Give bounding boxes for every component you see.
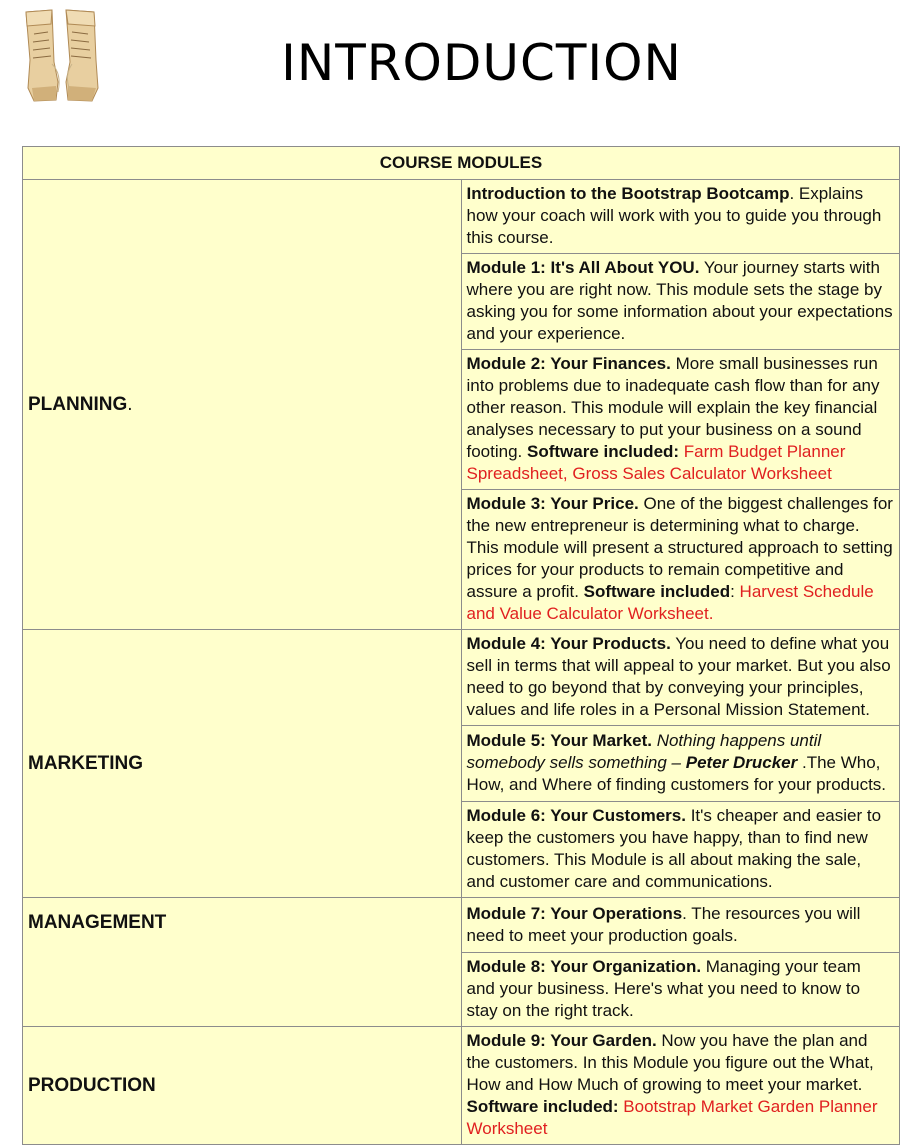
module-2 bbox=[461, 350, 900, 490]
module-title: Module 3: Your Price. bbox=[466, 494, 639, 513]
module-text: . Explains how your coach will work with you to guide you through this course. bbox=[466, 184, 882, 247]
module-text: One of the biggest challenges for the new entrepreneur is determining what to charge. This module will present a structured approach to setting prices for your products to remain competitive and assure a profit. bbox=[466, 494, 893, 601]
module-title: Module 4: Your Products. bbox=[466, 634, 671, 653]
module-title: Module 8: Your Organization. bbox=[466, 957, 702, 976]
software-list: Bootstrap Market Garden Planner Worksheet bbox=[466, 1097, 878, 1138]
module-title: Module 9: Your Garden. bbox=[466, 1031, 657, 1050]
module-title: Module 5: Your Market. bbox=[466, 731, 652, 750]
module-intro bbox=[461, 180, 900, 254]
software-label: Software included bbox=[583, 582, 731, 601]
page-title: INTRODUCTION bbox=[281, 34, 682, 92]
module-7 bbox=[461, 898, 900, 953]
section-label: PLANNING bbox=[28, 393, 128, 415]
quote-author: Peter Drucker bbox=[685, 753, 798, 772]
section-marketing bbox=[23, 630, 462, 898]
module-8 bbox=[461, 953, 900, 1027]
module-9 bbox=[461, 1027, 900, 1145]
module-4 bbox=[461, 630, 900, 726]
software-list: Harvest Schedule and Value Calculator Worksheet. bbox=[466, 582, 874, 623]
module-text: Your journey starts with where you are right now. This module sets the stage by asking you for some information about your expectations and your experience. bbox=[466, 258, 893, 343]
section-label-suffix: . bbox=[127, 393, 133, 415]
section-planning bbox=[23, 180, 462, 630]
section-label: MARKETING bbox=[28, 752, 144, 774]
software-label: Software included: bbox=[527, 442, 680, 461]
course-modules-table bbox=[22, 146, 900, 1145]
software-label: Software included: bbox=[466, 1097, 619, 1116]
module-title: Module 1: It's All About YOU. bbox=[466, 258, 700, 277]
module-6 bbox=[461, 802, 900, 898]
module-text: .The Who, How, and Where of finding customers for your products. bbox=[466, 753, 887, 794]
section-label: MANAGEMENT bbox=[28, 912, 167, 933]
module-text: Now you have the plan and the customers. In this Module you figure out the What, How and How Much of growing to meet your market. bbox=[466, 1031, 874, 1094]
software-list: Farm Budget Planner Spreadsheet, Gross Sales Calculator Worksheet bbox=[466, 442, 846, 483]
module-title: Introduction to the Bootstrap Bootcamp bbox=[466, 184, 790, 203]
section-label: PRODUCTION bbox=[28, 1074, 156, 1096]
module-title: Module 6: Your Customers. bbox=[466, 806, 686, 825]
module-quote: Nothing happens until somebody sells something – bbox=[466, 731, 822, 772]
module-text: It's cheaper and easier to keep the customers you have happy, than to find new customers. This Module is all about making the sale, and customer care and communications. bbox=[466, 806, 882, 891]
module-text: More small businesses run into problems due to inadequate cash flow than for any other reason. This module will explain the key financial analyses necessary to put your business on a sound footing. bbox=[466, 354, 880, 461]
module-5 bbox=[461, 726, 900, 802]
module-3 bbox=[461, 490, 900, 630]
section-production bbox=[23, 1027, 462, 1145]
module-text: Managing your team and your business. Here's what you need to know to stay on the right track. bbox=[466, 957, 861, 1020]
module-text: . The resources you will need to meet your production goals. bbox=[466, 903, 861, 945]
table-heading: COURSE MODULES bbox=[23, 147, 900, 180]
module-title: Module 7: Your Operations bbox=[466, 903, 683, 923]
software-colon: : bbox=[730, 582, 740, 601]
module-text: You need to define what you sell in terms that will appeal to your market. But you also need to go beyond that by conveying your principles, values and life roles in a Personal Mission Statement. bbox=[466, 634, 891, 719]
module-title: Module 2: Your Finances. bbox=[466, 354, 671, 373]
section-management bbox=[23, 898, 462, 1027]
module-1 bbox=[461, 254, 900, 350]
